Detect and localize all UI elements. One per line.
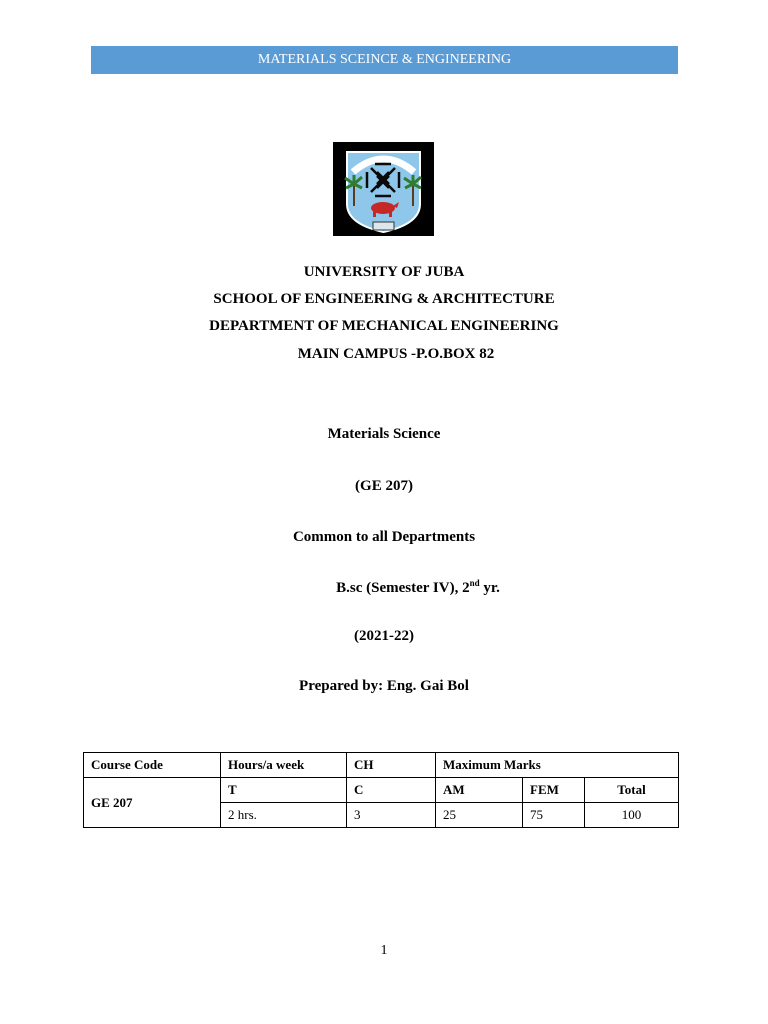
subheader-am: AM bbox=[436, 778, 523, 803]
course-code: (GE 207) bbox=[355, 478, 413, 494]
course-details-table bbox=[83, 752, 679, 828]
table-row bbox=[84, 778, 679, 803]
table-row bbox=[84, 753, 679, 778]
cell-am: 25 bbox=[436, 803, 523, 828]
semester-text: B.sc (Semester IV), 2 bbox=[336, 580, 470, 596]
header-banner: MATERIALS SCEINCE & ENGINEERING bbox=[91, 46, 678, 74]
university-crest-icon bbox=[333, 142, 434, 236]
academic-session: (2021-22) bbox=[354, 628, 414, 644]
header-course-code: Course Code bbox=[84, 753, 221, 778]
cell-ch: 3 bbox=[347, 803, 436, 828]
cell-hours: 2 hrs. bbox=[221, 803, 347, 828]
semester-ordinal: nd bbox=[469, 578, 480, 588]
university-name: UNIVERSITY OF JUBA bbox=[303, 264, 465, 280]
header-ch: CH bbox=[347, 753, 436, 778]
school-name: SCHOOL OF ENGINEERING & ARCHITECTURE bbox=[213, 291, 555, 307]
subheader-t: T bbox=[221, 778, 347, 803]
cell-total: 100 bbox=[585, 803, 679, 828]
subheader-c: C bbox=[347, 778, 436, 803]
cell-fem: 75 bbox=[523, 803, 585, 828]
header-hours: Hours/a week bbox=[221, 753, 347, 778]
subheader-total: Total bbox=[585, 778, 679, 803]
subheader-fem: FEM bbox=[523, 778, 585, 803]
cell-course-code: GE 207 bbox=[84, 778, 221, 828]
semester-line bbox=[34, 580, 768, 597]
page-number: 1 bbox=[380, 943, 388, 958]
prepared-by: Prepared by: Eng. Gai Bol bbox=[299, 678, 469, 694]
header-max-marks: Maximum Marks bbox=[436, 753, 679, 778]
course-audience: Common to all Departments bbox=[292, 529, 476, 545]
course-title: Materials Science bbox=[327, 426, 441, 442]
campus-address: MAIN CAMPUS -P.O.BOX 82 bbox=[297, 346, 495, 362]
semester-year: yr. bbox=[479, 580, 500, 596]
department-name: DEPARTMENT OF MECHANICAL ENGINEERING bbox=[209, 318, 559, 334]
